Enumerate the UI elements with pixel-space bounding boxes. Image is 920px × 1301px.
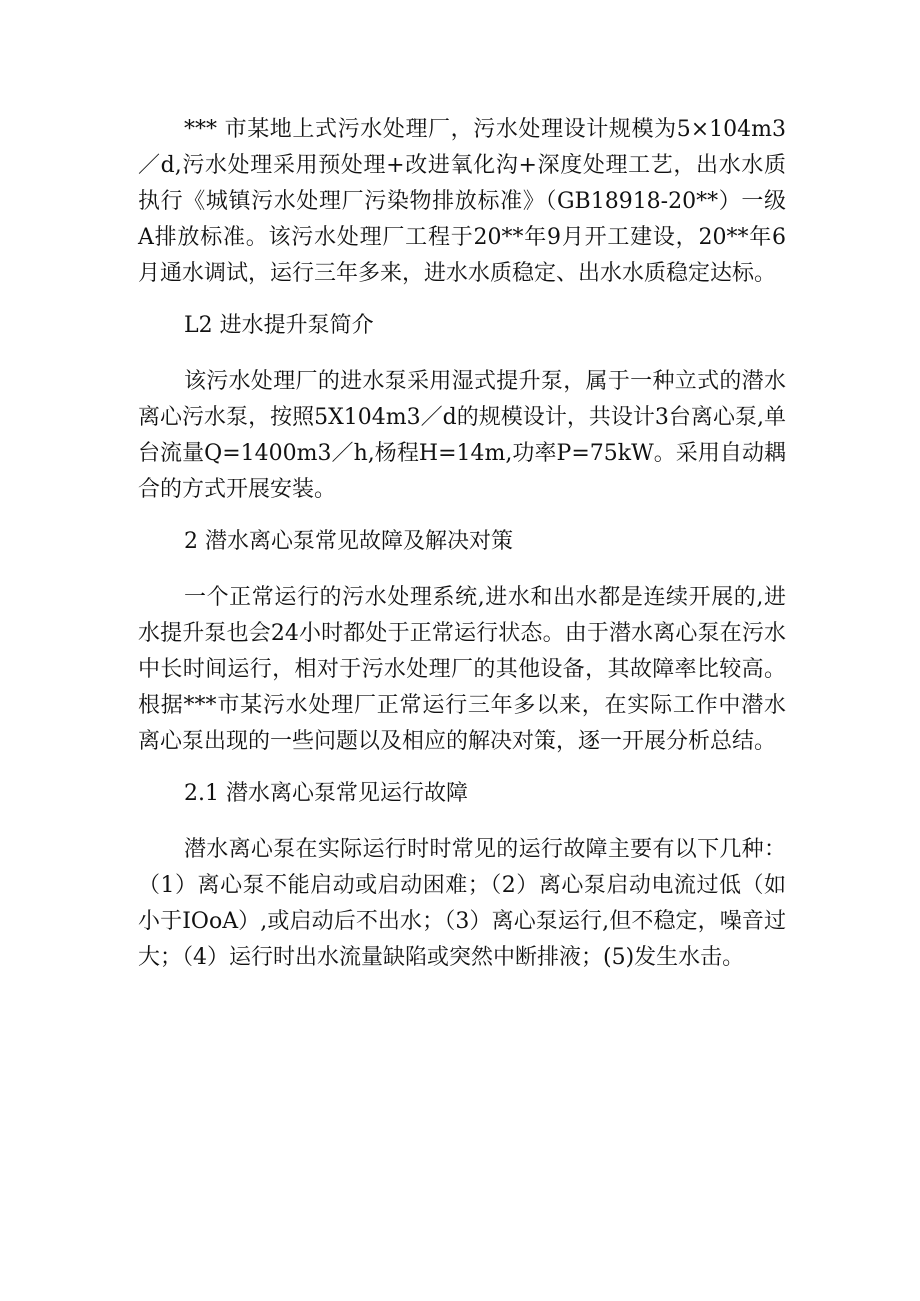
paragraph-operation-context: 一个正常运行的污水处理系统,进水和出水都是连续开展的,进水提升泵也会24小时都处于正常运行状态。由于潜水离心泵在污水中长时间运行，相对于污水处理厂的其他设备，其故障率比较高。根据***市某污水处理厂正常运行三年多以来，在实际工作中潜水离心泵出现的一些问题以及相应的解决对策，逐一开展分析总结。: [138, 585, 786, 754]
paragraph-fault-list: 潜水离心泵在实际运行时时常见的运行故障主要有以下几种：（1）离心泵不能启动或启动困难；（2）离心泵启动电流过低（如小于IOoA）,或启动后不出水；（3）离心泵运行,但不稳定，噪音过大；（4）运行时出水流量缺陷或突然中断排液；(5)发生水击。: [138, 837, 786, 970]
section-heading-faults-and-solutions: 2 潜水离心泵常见故障及解决对策: [184, 529, 513, 554]
document-body: [138, 112, 786, 992]
section-heading-pump-intro: L2 进水提升泵简介: [184, 313, 374, 338]
section-heading-common-faults: 2.1 潜水离心泵常见运行故障: [184, 781, 468, 806]
paragraph-plant-overview: *** 市某地上式污水处理厂，污水处理设计规模为5×104m3／d,污水处理采用预处理+改进氧化沟+深度处理工艺，出水水质执行《城镇污水处理厂污染物排放标准》（GB18918-20**）一级A排放标准。该污水处理厂工程于20**年9月开工建设，20**年6月通水调试，运行三年多来，进水水质稳定、出水水质稳定达标。: [138, 117, 786, 286]
paragraph-pump-description: 该污水处理厂的进水泵采用湿式提升泵，属于一种立式的潜水离心污水泵，按照5X104m3／d的规模设计，共设计3台离心泵,单台流量Q=1400m3／h,杨程H=14m,功率P=75kW。采用自动耦合的方式开展安装。: [138, 369, 786, 502]
